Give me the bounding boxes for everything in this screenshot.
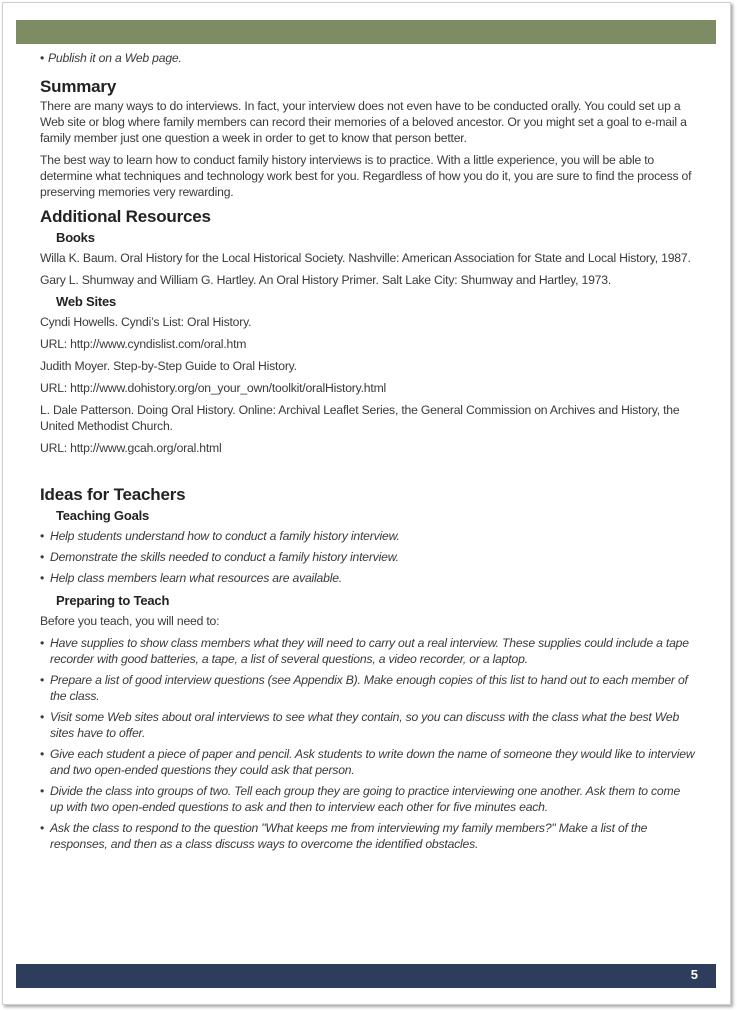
teaching-goals-heading: Teaching Goals [56,508,150,523]
web-url-1: URL: http://www.cyndislist.com/oral.htm [40,337,247,351]
list-item: • Ask the class to respond to the question "What keeps me from interviewing my family members?" Make a list of the responses, and then as a class discuss ways to overcome the identified obstacles. [40,820,695,852]
book-entry-1: Willa K. Baum. Oral History for the Local Historical Society. Nashville: American Association for State and Local History, 1987. [40,251,691,265]
list-item: • Help class members learn what resources are available. [40,570,695,586]
intro-bullet: • Publish it on a Web page. [40,50,695,66]
list-item: • Have supplies to show class members what they will need to carry out a real interview. These supplies could include a tape recorder with good batteries, a tape, a list of several questions, a video recorder, or a laptop. [40,635,695,667]
list-item: • Help students understand how to conduct a family history interview. [40,528,695,544]
list-item: • Visit some Web sites about oral interviews to see what they contain, so you can discuss with the class what the best Web sites have to offer. [40,709,695,741]
preparing-list [40,635,695,852]
preparing-intro: Before you teach, you will need to: [40,614,220,628]
resources-heading: Additional Resources [40,207,211,226]
summary-paragraph-2: The best way to learn how to conduct family history interviews is to practice. With a little experience, you will be able to determine what techniques and technology work best for you. Regardless of how you do it, you are sure to find the process of preserving memories very rewarding. [40,153,692,199]
web-entry-1: Cyndi Howells. Cyndi’s List: Oral History. [40,315,252,329]
list-item: • Prepare a list of good interview questions (see Appendix B). Make enough copies of this list to hand out to each member of the class. [40,672,695,704]
page-content [40,50,695,857]
web-sites-heading: Web Sites [56,294,117,309]
header-bar [16,20,716,44]
web-url-3: URL: http://www.gcah.org/oral.html [40,441,222,455]
web-entry-2: Judith Moyer. Step-by-Step Guide to Oral History. [40,359,297,373]
list-item: • Divide the class into groups of two. Tell each group they are going to practice interviewing one another. Ask them to come up with two open-ended questions to ask and then to interview each other for five minutes each. [40,783,695,815]
page-number: 5 [690,967,698,982]
web-url-2: URL: http://www.dohistory.org/on_your_own/toolkit/oralHistory.html [40,381,387,395]
web-entry-3: L. Dale Patterson. Doing Oral History. Online: Archival Leaflet Series, the General Commission on Archives and History, the United Methodist Church. [40,403,680,433]
summary-heading: Summary [40,77,117,96]
book-entry-2: Gary L. Shumway and William G. Hartley. An Oral History Primer. Salt Lake City: Shumway and Hartley, 1973. [40,273,612,287]
list-item: • Give each student a piece of paper and pencil. Ask students to write down the name of someone they would like to interview and two open-ended questions they could ask that person. [40,746,695,778]
books-heading: Books [56,230,95,245]
teachers-heading: Ideas for Teachers [40,485,186,504]
footer-bar [16,964,716,988]
teaching-goals-list [40,528,695,586]
list-item: • Demonstrate the skills needed to conduct a family history interview. [40,549,695,565]
preparing-heading: Preparing to Teach [56,593,170,608]
summary-paragraph-1: There are many ways to do interviews. In fact, your interview does not even have to be conducted orally. You could set up a Web site or blog where family members can record their memories of a beloved ancestor. Or you might set a goal to e-mail a family member just one question a week in order to get to know that person better. [40,99,687,145]
